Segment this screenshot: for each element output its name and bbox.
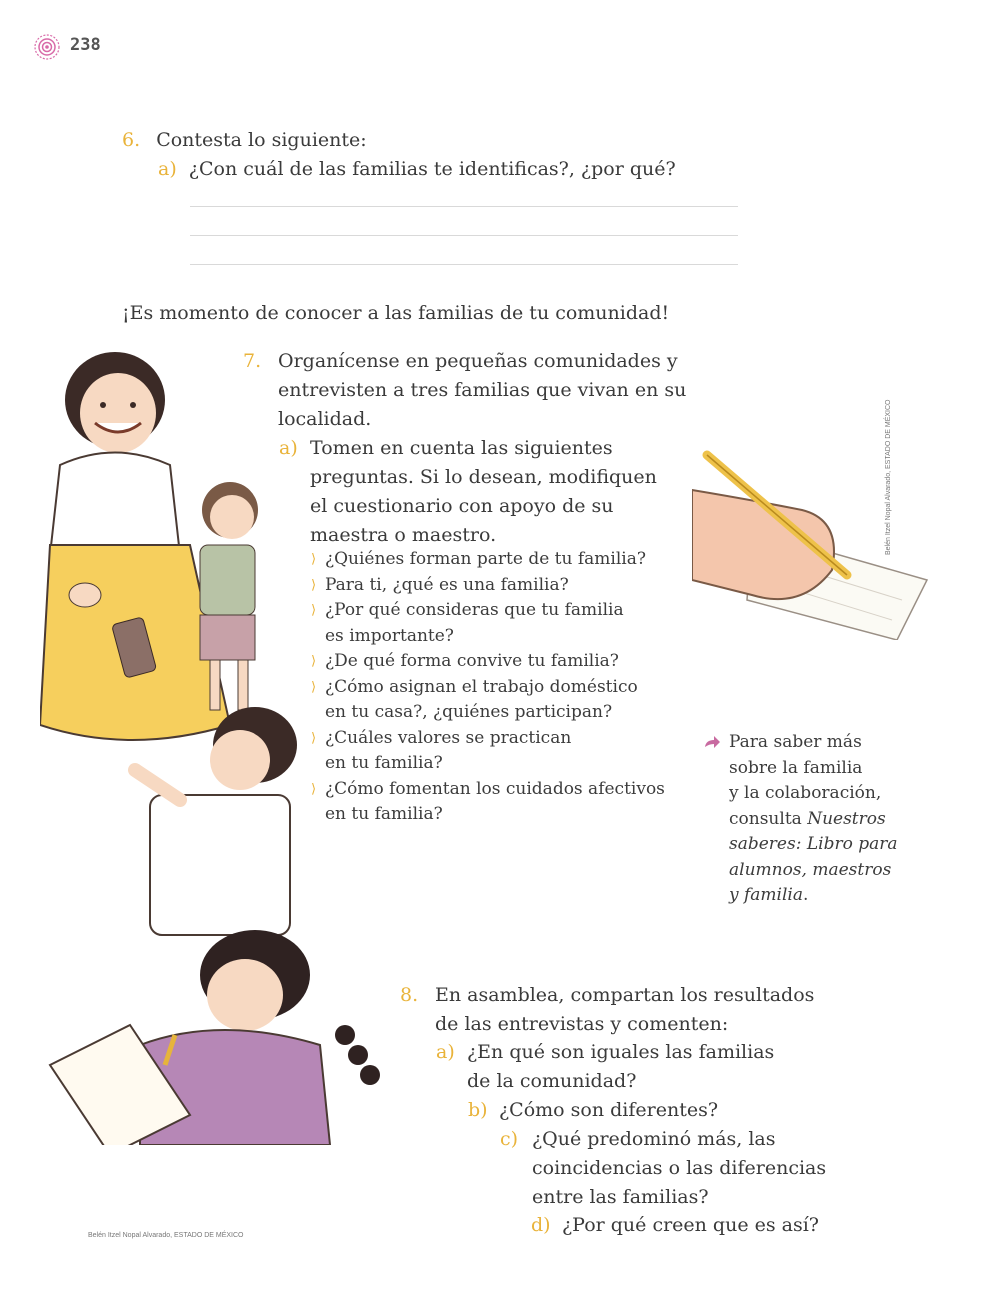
q7-line-2: entrevisten a tres familias que vivan en su <box>278 379 687 401</box>
list-item: ⟩ ¿Cuáles valores se practican en tu familia? <box>311 727 572 773</box>
q6-a <box>158 155 676 184</box>
q6-text: Contesta lo siguiente: <box>156 129 367 151</box>
q6-a-letter: a) <box>158 158 177 180</box>
q7-a-line-2: preguntas. Si lo desean, modifiquen <box>310 466 657 488</box>
list-item: ⟩ ¿Por qué consideras que tu familia es importante? <box>311 600 624 646</box>
note-line-7: y familia. <box>729 885 809 905</box>
q7-a-line-4: maestra o maestro. <box>310 524 497 546</box>
answer-line-1[interactable] <box>190 206 738 207</box>
page-ornament-icon <box>33 33 61 61</box>
list-item: ⟩ Para ti, ¿qué es una familia? <box>311 574 569 595</box>
note-line-3: y la colaboración, <box>729 783 882 803</box>
hand-writing-illustration <box>692 450 932 640</box>
q7-text <box>278 347 686 434</box>
note-line-4: consulta Nuestros <box>729 808 886 829</box>
side-note <box>729 730 898 909</box>
question-list <box>311 547 665 828</box>
q7-line-1: Organícense en pequeñas comunidades y <box>278 350 678 372</box>
q8-line-1: En asamblea, compartan los resultados <box>435 984 815 1006</box>
q8-b-letter: b) <box>468 1099 488 1121</box>
q8-d-text: ¿Por qué creen que es así? <box>562 1214 819 1236</box>
q6-number: 6. <box>122 129 141 151</box>
credit-place: ESTADO DE MÉXICO <box>174 1232 244 1239</box>
q8-a-letter: a) <box>436 1041 455 1063</box>
q8-text <box>435 981 814 1039</box>
q8-b-text: ¿Cómo son diferentes? <box>499 1099 719 1121</box>
q7-a-line-3: el cuestionario con apoyo de su <box>310 495 614 517</box>
list-item: ⟩ ¿Quiénes forman parte de tu familia? <box>311 549 646 569</box>
note-line-2: sobre la familia <box>729 757 863 778</box>
list-item: ⟩ ¿Cómo asignan el trabajo doméstico en tu casa?, ¿quiénes participan? <box>311 676 638 722</box>
answer-line-3[interactable] <box>190 264 738 265</box>
q8-line-2: de las entrevistas y comenten: <box>435 1013 729 1035</box>
q7-line-3: localidad. <box>278 408 372 430</box>
q8-c-text: ¿Qué predominó más, las coincidencias o las diferencias entre las familias? <box>532 1128 827 1208</box>
q8-a-text: ¿En qué son iguales las familias de la comunidad? <box>467 1041 775 1092</box>
q6-a-text: ¿Con cuál de las familias te identificas?, ¿por qué? <box>188 158 676 180</box>
q7-heading <box>243 347 261 376</box>
intro-text: ¡Es momento de conocer a las familias de tu comunidad! <box>122 302 670 324</box>
list-item: ⟩ ¿Cómo fomentan los cuidados afectivos en tu familia? <box>311 778 665 824</box>
q7-a-text <box>310 434 657 550</box>
page-number: 238 <box>70 35 101 55</box>
credit-name: Belén Itzel Nopal Alvarado, <box>885 470 892 555</box>
q7-a-line-1: Tomen en cuenta las siguientes <box>310 437 613 459</box>
q8-d-letter: d) <box>531 1214 551 1236</box>
note-line-5: saberes: Libro para <box>729 834 898 854</box>
list-item: ⟩ ¿De qué forma convive tu familia? <box>311 651 619 671</box>
q8-number: 8. <box>400 984 419 1006</box>
answer-line-2[interactable] <box>190 235 738 236</box>
q7-number: 7. <box>243 350 262 372</box>
arrow-icon <box>704 735 720 748</box>
credit-place: ESTADO DE MÉXICO <box>885 399 892 469</box>
illustration-credit-bottom <box>88 1232 244 1239</box>
q7-a-letter: a) <box>279 437 298 459</box>
note-line-1: Para saber más <box>729 732 862 752</box>
q8-c-letter: c) <box>500 1128 519 1150</box>
q6-heading <box>122 126 367 155</box>
illustration-credit-vertical <box>885 399 892 555</box>
credit-name: Belén Itzel Nopal Alvarado, <box>88 1232 173 1239</box>
note-line-6: alumnos, maestros <box>729 859 892 880</box>
